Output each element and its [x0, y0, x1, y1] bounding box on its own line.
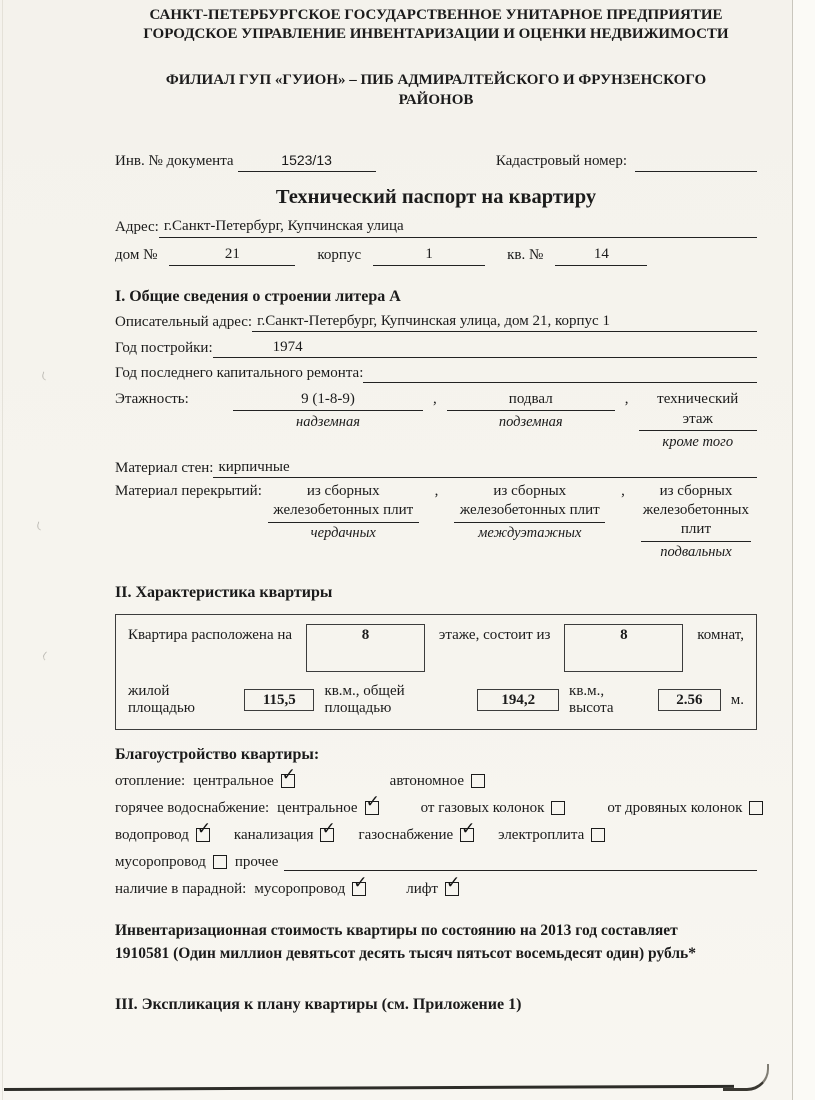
water-supply-label: водопровод [115, 827, 189, 843]
heating-label: отопление: [115, 773, 186, 789]
walls-label: Материал стен: [115, 460, 214, 476]
checkbox-heating-central [281, 774, 295, 788]
last-overhaul-value [363, 382, 757, 383]
separator-comma: , [621, 483, 625, 499]
house-value: 21 [169, 244, 295, 266]
floors-underground-caption: подземная [498, 414, 563, 430]
elevator-label: лифт [406, 881, 438, 897]
building-label: корпус [317, 247, 362, 263]
amenities-heading: Благоустройство квартиры: [115, 746, 320, 763]
utilities-line [115, 825, 757, 845]
hot-water-gas-item [421, 798, 566, 818]
heating-autonomous-item [390, 771, 485, 791]
entrance-label: наличие в парадной: [115, 881, 247, 897]
rooms-value-box: 8 [564, 624, 683, 672]
sewerage-label: канализация [233, 827, 314, 843]
inv-number-label: Инв. № документа [115, 153, 234, 169]
floors-above-ground-caption: надземная [296, 414, 360, 430]
descriptive-address-value: г.Санкт-Петербург, Купчинская улица, дом 21, корпус 1 [252, 311, 757, 332]
page-corner [723, 1064, 769, 1091]
floor-rooms-row [128, 624, 744, 672]
electric-stove-label: электроплита [498, 827, 585, 843]
apartment-label: кв. № [507, 247, 544, 263]
cadastral-value [635, 171, 757, 172]
gas-supply-item [358, 825, 474, 845]
water-supply-item [115, 825, 210, 845]
sewerage-item [234, 825, 335, 845]
consists-label: этаже, состоит из [438, 627, 551, 643]
chute-item [115, 852, 227, 872]
year-built-value: 1974 [213, 337, 757, 358]
checkbox-entrance-chute [352, 882, 366, 896]
elevator-item [406, 879, 459, 899]
floors-other-caption: кроме того [662, 434, 734, 450]
floors-other [639, 389, 758, 452]
section2-heading: II. Характеристика квартиры [115, 584, 333, 601]
year-built-row [115, 337, 757, 358]
hot-water-central-item [277, 798, 378, 818]
descriptive-address-row [115, 311, 757, 332]
hot-water-wood-item [607, 798, 763, 818]
slabs-attic-caption: чердачных [310, 525, 376, 541]
checkbox-hot-water-central [365, 801, 379, 815]
checkbox-water-supply [196, 828, 210, 842]
floors-underground [447, 389, 615, 432]
checkbox-sewerage [320, 828, 334, 842]
checkbox-elevator [445, 882, 459, 896]
slabs-attic-value: из сборных железобетонных плит [273, 483, 414, 518]
scan-speck [36, 521, 43, 530]
section3-heading: III. Экспликация к плану квартиры (см. Приложение 1) [115, 995, 522, 1013]
building-value: 1 [373, 244, 485, 266]
last-overhaul-label: Год последнего капитального ремонта: [115, 365, 364, 381]
floors-above-ground [233, 389, 423, 432]
separator-comma: , [434, 483, 439, 499]
slabs-attic [262, 482, 425, 543]
house-label: дом № [115, 247, 158, 263]
scan-right-edge [792, 0, 815, 1100]
slabs-interfloor [448, 482, 611, 543]
total-area-label: кв.м., общей площадью [324, 683, 405, 716]
branch-name: ФИЛИАЛ ГУП «ГУИОН» – ПИБ АДМИРАЛТЕЙСКОГО И ФРУНЗЕНСКОГО РАЙОНОВ [165, 72, 707, 108]
total-area-value-box: 194,2 [477, 689, 559, 711]
living-area-value-box: 115,5 [244, 689, 314, 711]
heating-central-label: центральное [193, 773, 274, 789]
separator-comma: , [433, 391, 437, 407]
located-label: Квартира расположена на [128, 627, 293, 643]
last-overhaul-row [115, 363, 757, 383]
organization-name [115, 6, 757, 44]
slabs-label: Материал перекрытий: [115, 483, 262, 499]
checkbox-electric-stove [591, 828, 605, 842]
section1-heading: I. Общие сведения о строении литера А [115, 288, 401, 305]
scan-speck [41, 651, 50, 660]
chute-label: мусоропровод [115, 854, 206, 870]
year-built-label: Год постройки: [115, 340, 213, 356]
scan-bottom-edge [4, 1085, 734, 1091]
slabs-basement-caption: подвальных [660, 544, 732, 560]
electric-stove-item [498, 825, 605, 845]
inv-number-value: 1523/13 [238, 150, 376, 172]
apartment-value: 14 [555, 244, 647, 266]
height-value-box: 2.56 [658, 689, 721, 711]
floors-other-value: технический этаж [639, 389, 758, 431]
floor-value-box: 8 [306, 624, 425, 672]
slabs-row [115, 482, 757, 562]
living-area-label: жилой площадью [128, 683, 195, 716]
slabs-basement-value: из сборных железобетонных плит [642, 483, 749, 537]
scan-speck [41, 371, 48, 380]
checkbox-hot-water-wood [749, 801, 763, 815]
checkbox-heating-autonomous [471, 774, 485, 788]
house-row [115, 244, 757, 266]
chute-other-line [115, 852, 757, 872]
other-value [284, 854, 757, 871]
inventory-number-row [115, 150, 757, 172]
checkbox-hot-water-gas [551, 801, 565, 815]
rooms-suffix: комнат, [697, 627, 744, 643]
entrance-chute-label: мусоропровод [254, 881, 346, 897]
walls-row [115, 457, 757, 478]
apartment-characteristics-box [115, 614, 757, 730]
hot-water-gas-label: от газовых колонок [420, 800, 545, 816]
heating-central-item [193, 771, 294, 791]
heating-autonomous-label: автономное [389, 773, 464, 789]
height-label: кв.м., высота [569, 683, 614, 716]
address-row [115, 216, 757, 238]
address-label: Адрес: [115, 219, 159, 235]
inventory-valuation: Инвентаризационная стоимость квартиры по состоянию на 2013 год составляет 1910581 (Один миллион девятьсот десять тысяч пятьсот восемьдесят один) рубль* [115, 922, 696, 963]
heating-line [115, 771, 757, 791]
checkbox-gas-supply [460, 828, 474, 842]
descriptive-address-label: Описательный адрес: [115, 314, 253, 330]
height-suffix: м. [730, 691, 744, 708]
slabs-interfloor-caption: междуэтажных [478, 525, 582, 541]
floors-label: Этажность: [115, 391, 189, 407]
slabs-basement [635, 482, 757, 562]
floors-underground-value: подвал [447, 389, 615, 411]
hot-water-line [115, 798, 757, 818]
floors-above-ground-value: 9 (1-8-9) [233, 389, 423, 411]
address-value: г.Санкт-Петербург, Купчинская улица [159, 216, 757, 238]
entrance-chute-item [254, 879, 366, 899]
document-title: Технический паспорт на квартиру [275, 186, 597, 208]
hot-water-wood-label: от дровяных колонок [607, 800, 743, 816]
org-line1: САНКТ-ПЕТЕРБУРГСКОЕ ГОСУДАРСТВЕННОЕ УНИТАРНОЕ ПРЕДПРИЯТИЕ [149, 7, 723, 23]
scan-left-edge [2, 0, 3, 1100]
entrance-line [115, 879, 757, 899]
walls-value: кирпичные [213, 457, 757, 478]
gas-supply-label: газоснабжение [358, 827, 454, 843]
floors-row [115, 389, 757, 452]
org-line2: ГОРОДСКОЕ УПРАВЛЕНИЕ ИНВЕНТАРИЗАЦИИ И ОЦЕНКИ НЕДВИЖИМОСТИ [143, 26, 729, 42]
hot-water-label: горячее водоснабжение: [115, 800, 270, 816]
slabs-interfloor-value: из сборных железобетонных плит [459, 483, 600, 518]
separator-comma: , [624, 391, 629, 407]
checkbox-chute [213, 855, 227, 869]
hot-water-central-label: центральное [277, 800, 358, 816]
document-content [115, 6, 757, 1014]
cadastral-label: Кадастровый номер: [495, 153, 627, 169]
other-label: прочее [234, 854, 279, 870]
area-height-row [128, 683, 744, 717]
